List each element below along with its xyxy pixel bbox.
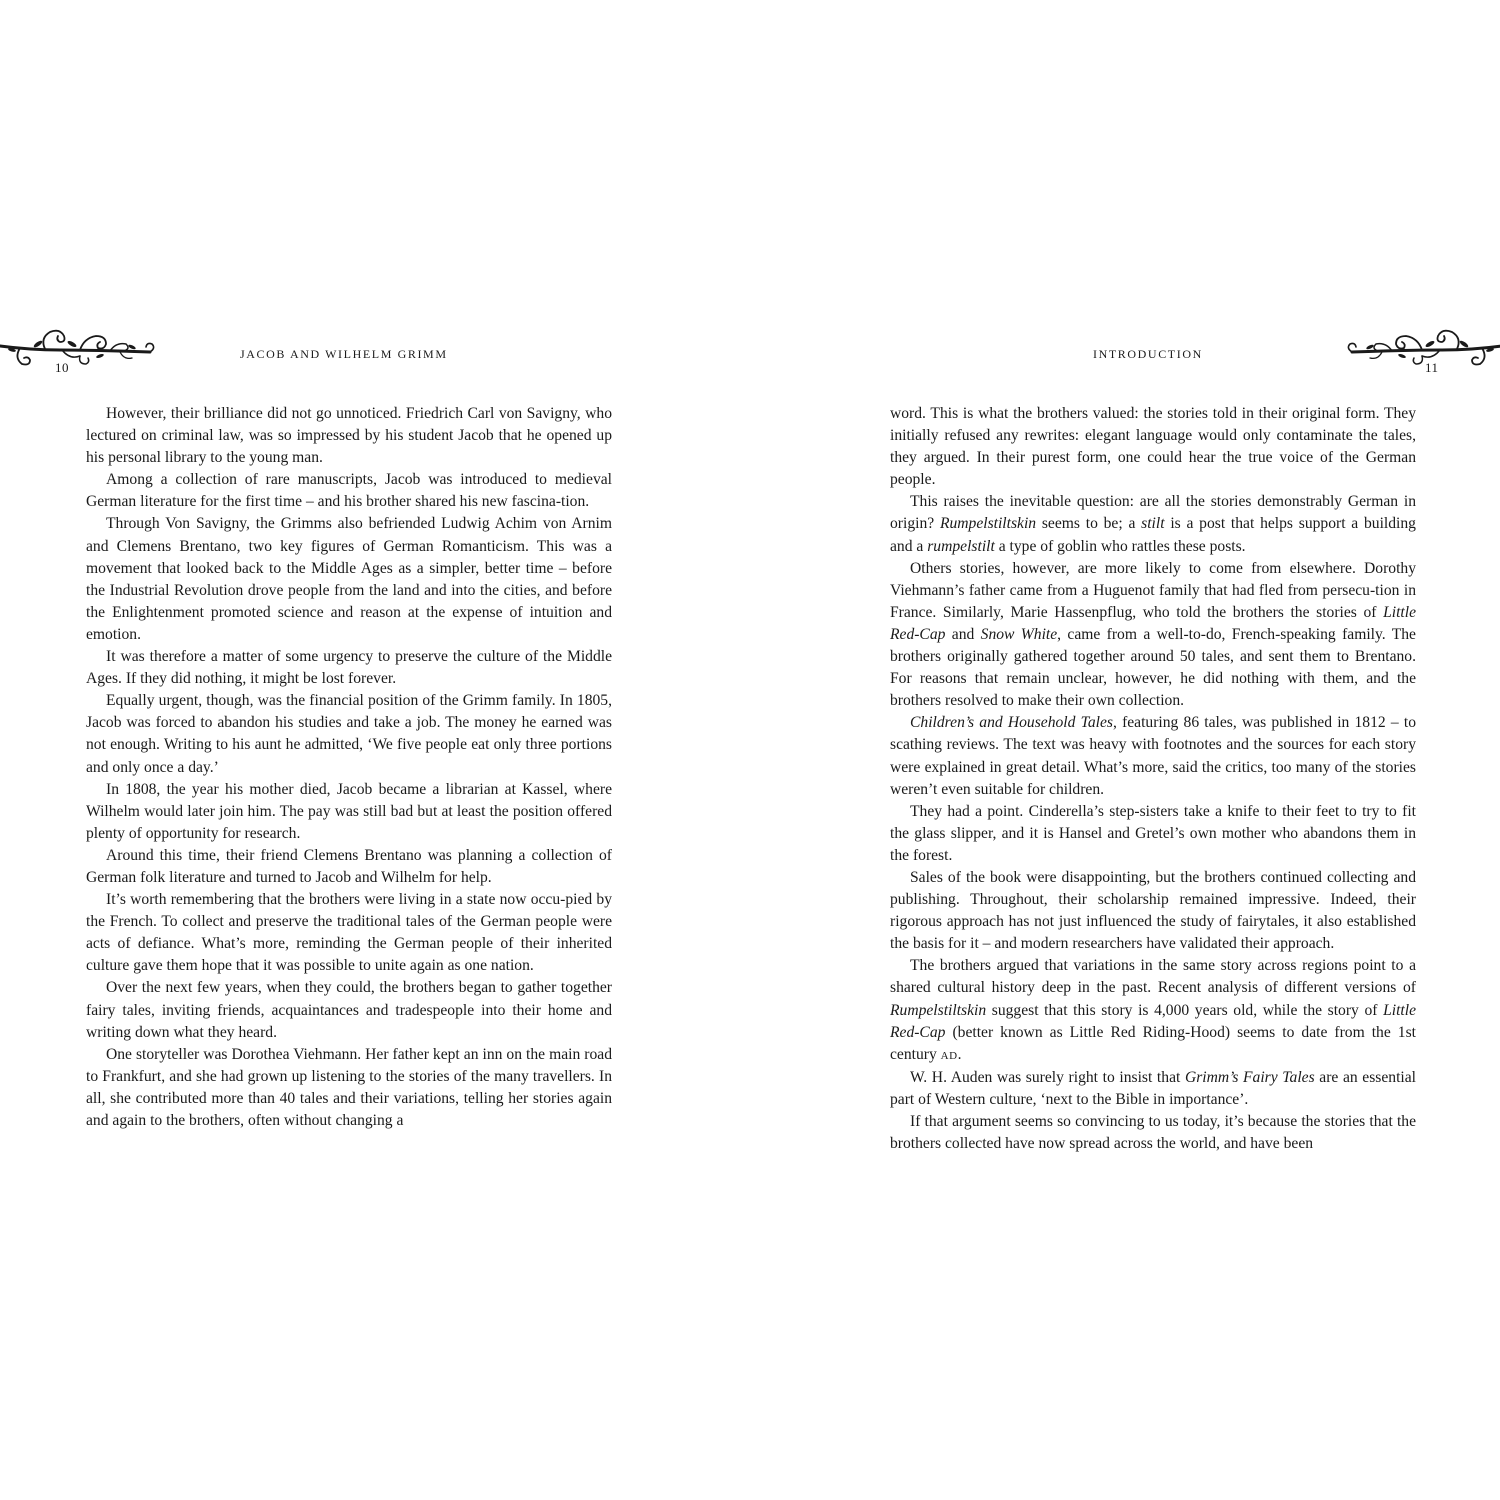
paragraph: In 1808, the year his mother died, Jacob became a librarian at Kassel, where Wilhelm would later join him. The pay was still bad but at least the position offered plenty of opportunity for research. [86,780,612,842]
text-run: and [945,625,981,643]
body-text [890,403,1416,1155]
italic-title: Little Red-Cap [890,603,1416,643]
right-page [750,0,1500,1500]
paragraph: Sales of the book were disappointing, but the brothers continued collecting and publishing. Throughout, their scholarship remained impressive. Indeed, their rigorous approach has not just influenced the study of fairytales, it also established the basis for it – and modern researchers have validated their approach. [890,868,1416,953]
running-head: JACOB AND WILHELM GRIMM [240,347,448,361]
text-run: . [957,1045,962,1063]
paragraph: It’s worth remembering that the brothers were living in a state now occu-pied by the French. To collect and preserve the traditional tales of the German people were acts of defiance. What’s more, reminding the German people of their inherited culture gave them hope that it was possible to unite again as one nation. [86,891,612,975]
text-run: is a post that helps support a building and a [890,515,1416,555]
body-text [86,403,612,1132]
italic-title: Grimm’s Fairy Tales [1184,1068,1315,1086]
italic-title: Snow White [980,625,1058,643]
paragraph: It was therefore a matter of some urgency to preserve the culture of the Middle Ages. If they did nothing, it might be lost forever. [86,648,612,688]
flourish-ornament-icon [1342,320,1500,380]
page-number: 11 [1425,360,1439,375]
text-run: seems to be; a [1036,515,1142,533]
paragraph [890,558,1416,713]
paragraph [890,712,1416,800]
paragraph: If that argument seems so convincing to us today, it’s because the stories that the brothers collected have now spread across the world, and have been [890,1113,1416,1153]
text-run: This raises the inevitable question: are all the stories demonstrably German in origin? [890,493,1416,533]
paragraph: Among a collection of rare manuscripts, Jacob was introduced to medieval German literature for the first time – and his brother shared his new fascina-tion. [86,471,612,511]
paragraph: Equally urgent, though, was the financial position of the Grimm family. In 1805, Jacob was forced to abandon his studies and take a job. The money he earned was not enough. Writing to his aunt he admitted, ‘We five people eat only three portions and only once a day.’ [86,692,612,776]
text-run: , came from a well-to-do, French-speaking family. The brothers originally gathered together around 50 tales, and sent them to Brentano. For reasons that remain unclear, however, he did nothing with them, and the brothers resolved to make their own collection. [890,625,1416,710]
paragraph: They had a point. Cinderella’s step-sisters take a knife to their feet to try to fit the glass slipper, and it is Hansel and Gretel’s own mother who abandons them in the forest. [890,802,1416,864]
paragraph [890,955,1416,1066]
running-head: INTRODUCTION [1093,347,1203,361]
text-run: The brothers argued that variations in the same story across regions point to a shared cultural history deep in the past. Recent analysis of different versions of [890,957,1416,997]
text-run: suggest that this story is 4,000 years old, while the story of [986,1001,1384,1019]
paragraph: One storyteller was Dorothea Viehmann. Her father kept an inn on the main road to Frankfurt, and she had grown up listening to the stories of the many travellers. In all, she contributed more than 40 tales and their variations, telling her stories again and again to the brothers, often without changing a [86,1045,612,1129]
page-number: 10 [55,360,69,375]
text-run: (better known as Little Red Riding-Hood) seems to date from the 1st century [890,1023,1416,1063]
paragraph: However, their brilliance did not go unnoticed. Friedrich Carl von Savigny, who lectured on criminal law, was so impressed by his student Jacob that he opened up his personal library to the young man. [86,405,612,467]
italic-title: Rumpelstiltskin [890,1001,987,1019]
paragraph: Through Von Savigny, the Grimms also befriended Ludwig Achim von Arnim and Clemens Brentano, two key figures of German Romanticism. This was a movement that looked back to the Middle Ages as a simpler, better time – before the Industrial Revolution drove people from the land and into the cities, and before the Enlightenment promoted science and reason at the expense of intuition and emotion. [86,515,612,643]
flourish-ornament-icon [0,320,160,380]
italic-word: rumpelstilt [927,537,995,555]
paragraph [890,491,1416,557]
text-run: Others stories, however, are more likely to come from elsewhere. Dorothy Viehmann’s father came from a Huguenot family that had fled from persecu-tion in France. Similarly, Marie Hassenpflug, who told the brothers the stories of [890,559,1416,621]
italic-title: Children’s and Household Tales [910,714,1113,732]
text-run: are an essential part of Western culture, ‘next to the Bible in importance’. [890,1068,1416,1108]
small-caps-ad: AD [940,1049,958,1062]
italic-word: stilt [1141,515,1165,533]
paragraph: word. This is what the brothers valued: the stories told in their original form. They initially refused any rewrites: elegant language would only contaminate the tales, they argued. In their purest form, one could hear the true voice of the German people. [890,405,1416,489]
italic-title: Rumpelstiltskin [939,515,1037,533]
text-run: W. H. Auden was surely right to insist that [910,1068,1185,1086]
paragraph: Over the next few years, when they could, the brothers began to gather together fairy tales, inviting friends, acquaintances and tradespeople into their home and writing down what they heard. [86,979,612,1041]
text-run: , featuring 86 tales, was published in 1812 – to scathing reviews. The text was heavy with footnotes and the sources for each story were explained in great detail. What’s more, said the critics, too many of the stories weren’t even suitable for children. [890,714,1416,798]
paragraph [890,1067,1416,1111]
paragraph: Around this time, their friend Clemens Brentano was planning a collection of German folk literature and turned to Jacob and Wilhelm for help. [86,846,612,886]
text-run: a type of goblin who rattles these posts. [994,537,1246,555]
italic-title: Little Red-Cap [890,1001,1416,1041]
